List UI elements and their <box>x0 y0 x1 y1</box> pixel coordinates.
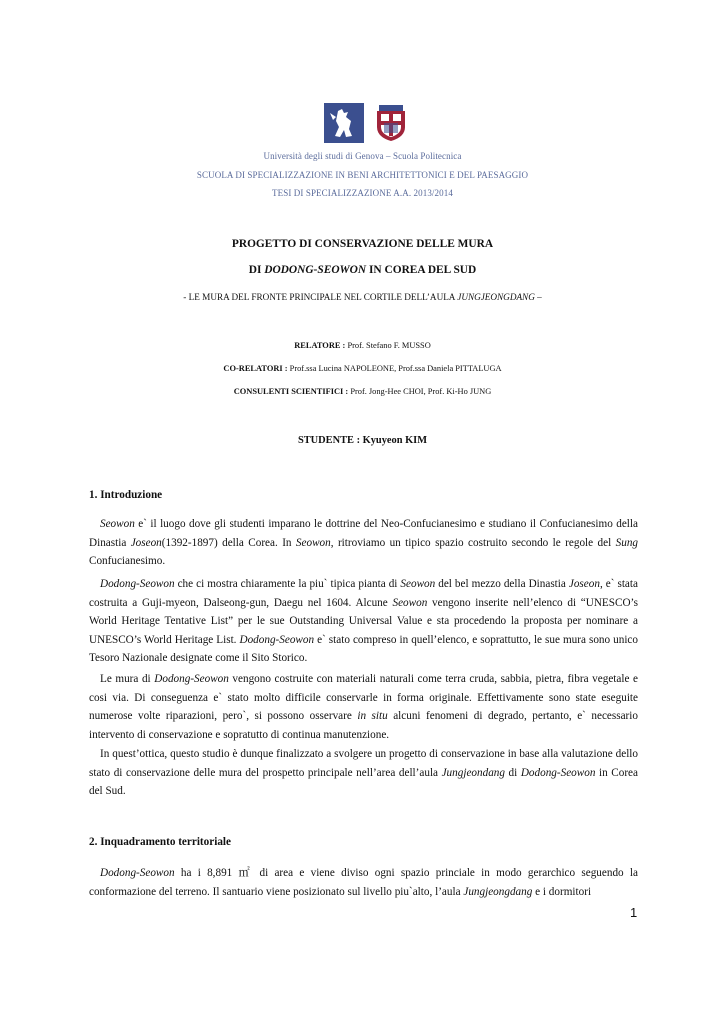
university-line: Università degli studi di Genova – Scuola Politecnica <box>263 151 462 161</box>
relatore-value: Prof. Stefano F. MUSSO <box>345 341 431 350</box>
title-line-2 <box>60 264 665 276</box>
section-2-heading: 2. Inquadramento territoriale <box>89 836 231 848</box>
consulenti-line <box>60 387 665 396</box>
relatore-line <box>60 341 665 350</box>
subtitle <box>60 292 665 302</box>
page-number: 1 <box>630 905 638 920</box>
text-run: che ci mostra chiaramente la piu` tipica pianta di <box>174 578 401 590</box>
italic-term: Dodong-Seowon <box>520 766 596 779</box>
text-run: alcuni fenomeni di degrado, pertanto, e` necessario intervento di conservazione e sopratutto di continua manutenzione. <box>89 710 638 741</box>
text-run: ha i 8,891 ㎡ di area e viene diviso ogni spazio princiale in modo gerarchico seguendo la conformazione del terreno. Il santuario viene posizionato sul livello piu`alto, l’aula <box>89 867 638 898</box>
university-logo <box>324 103 364 143</box>
thesis-line: TESI DI SPECIALIZZAZIONE A.A. 2013/2014 <box>272 188 453 198</box>
text-run: di <box>504 766 521 779</box>
title-line-2-prefix: DI <box>248 264 265 276</box>
italic-term: Seowon <box>295 536 331 549</box>
text-run: , ritroviamo un tipico spazio costruito secondo le regole del <box>330 536 616 549</box>
section-1-paragraph <box>89 670 638 744</box>
corelatori-label: CO-RELATORI : <box>223 364 288 373</box>
italic-term: Dodong-Seowon <box>239 633 315 646</box>
consulenti-label: CONSULENTI SCIENTIFICI : <box>233 387 349 396</box>
section-1-paragraph <box>89 515 638 571</box>
italic-term: Seowon <box>392 596 428 609</box>
school-crest-logo <box>371 103 411 143</box>
consulenti-value: Prof. Jong-Hee CHOI, Prof. Ki-Ho JUNG <box>348 387 492 396</box>
title-line-2-suffix: IN COREA DEL SUD <box>366 264 477 276</box>
title-line-1: PROGETTO DI CONSERVAZIONE DELLE MURA <box>231 238 494 250</box>
text-run: Le mura di <box>100 673 155 685</box>
section-1-paragraph <box>89 745 638 801</box>
text-run: vengono costruite con materiali naturali come terra cruda, sabbia, pietra, fibra vegetale e cosi via. Di conseguenza e` stato molto difficile conservarle in forma originale. Effettivamente sono state eseguite numerose volte riparazioni, pero`, si possono osservare <box>89 673 638 722</box>
text-run: e i dormitori <box>532 885 592 898</box>
italic-term: Seowon <box>100 518 135 530</box>
subtitle-prefix: - LE MURA DEL FRONTE PRINCIPALE NEL CORTILE DELL’AULA <box>183 292 458 302</box>
italic-term: Jungjeondang <box>441 766 505 779</box>
italic-term: Joseon <box>568 578 600 590</box>
italic-term: Dodong-Seowon <box>100 578 175 590</box>
corelatori-line <box>60 364 665 373</box>
text-run: (1392-1897) della Corea. In <box>161 536 296 549</box>
text-run: in Corea del Sud. <box>89 766 638 797</box>
school-line: SCUOLA DI SPECIALIZZAZIONE IN BENI ARCHITETTONICI E DEL PAESAGGIO <box>196 170 529 180</box>
text-run: vengono inserite nell’elenco di “UNESCO’s World Heritage Tentative List” per le sue Outstanding Universal Value e sta procedendo la proposta per nominare a UNESCO’s World Heritage List. <box>89 596 638 646</box>
section-1-paragraph <box>89 575 638 668</box>
subtitle-hall: JUNGJEONGDANG <box>457 292 535 302</box>
section-2-paragraph <box>89 864 638 901</box>
text-run: In quest’ottica, questo studio è dunque finalizzato a svolgere un progetto di conservazione in base alla valutazione dello stato di conservazione delle mura del prospetto principale nell’area dell’aula <box>89 748 638 779</box>
corelatori-value: Prof.ssa Lucina NAPOLEONE, Prof.ssa Daniela PITTALUGA <box>287 364 502 373</box>
italic-term: Seowon <box>400 578 436 590</box>
italic-term: Jungjeongdang <box>463 885 533 898</box>
relatore-label: RELATORE : <box>294 341 346 350</box>
text-run: e` il luogo dove gli studenti imparano le dottrine del Neo-Confucianesimo e studiano il Confucianesimo della Dinastia <box>89 518 638 549</box>
student-line: STUDENTE : Kyuyeon KIM <box>297 435 428 446</box>
text-run: Confucianesimo. <box>89 555 166 567</box>
text-run: del bel mezzo della Dinastia <box>435 578 569 590</box>
italic-term: Dodong-Seowon <box>100 867 175 879</box>
italic-term: Sung <box>615 536 638 549</box>
text-run: , e` stata costruita a Guji-myeon, Dalseong-gun, Daegu nel 1604. Alcune <box>89 578 638 609</box>
italic-term: in situ <box>357 710 388 722</box>
subtitle-suffix: – <box>534 292 542 302</box>
logos <box>324 103 411 143</box>
section-1-heading: 1. Introduzione <box>89 489 163 501</box>
italic-term: Dodong-Seowon <box>154 673 229 685</box>
text-run: e` stato compreso in quell’elenco, e soprattutto, le sue mura sono unico Tesoro Nazionale designate come il Sito Storico. <box>89 633 638 664</box>
italic-term: Joseon <box>130 536 162 549</box>
title-line-2-site: DODONG-SEOWON <box>264 264 367 276</box>
